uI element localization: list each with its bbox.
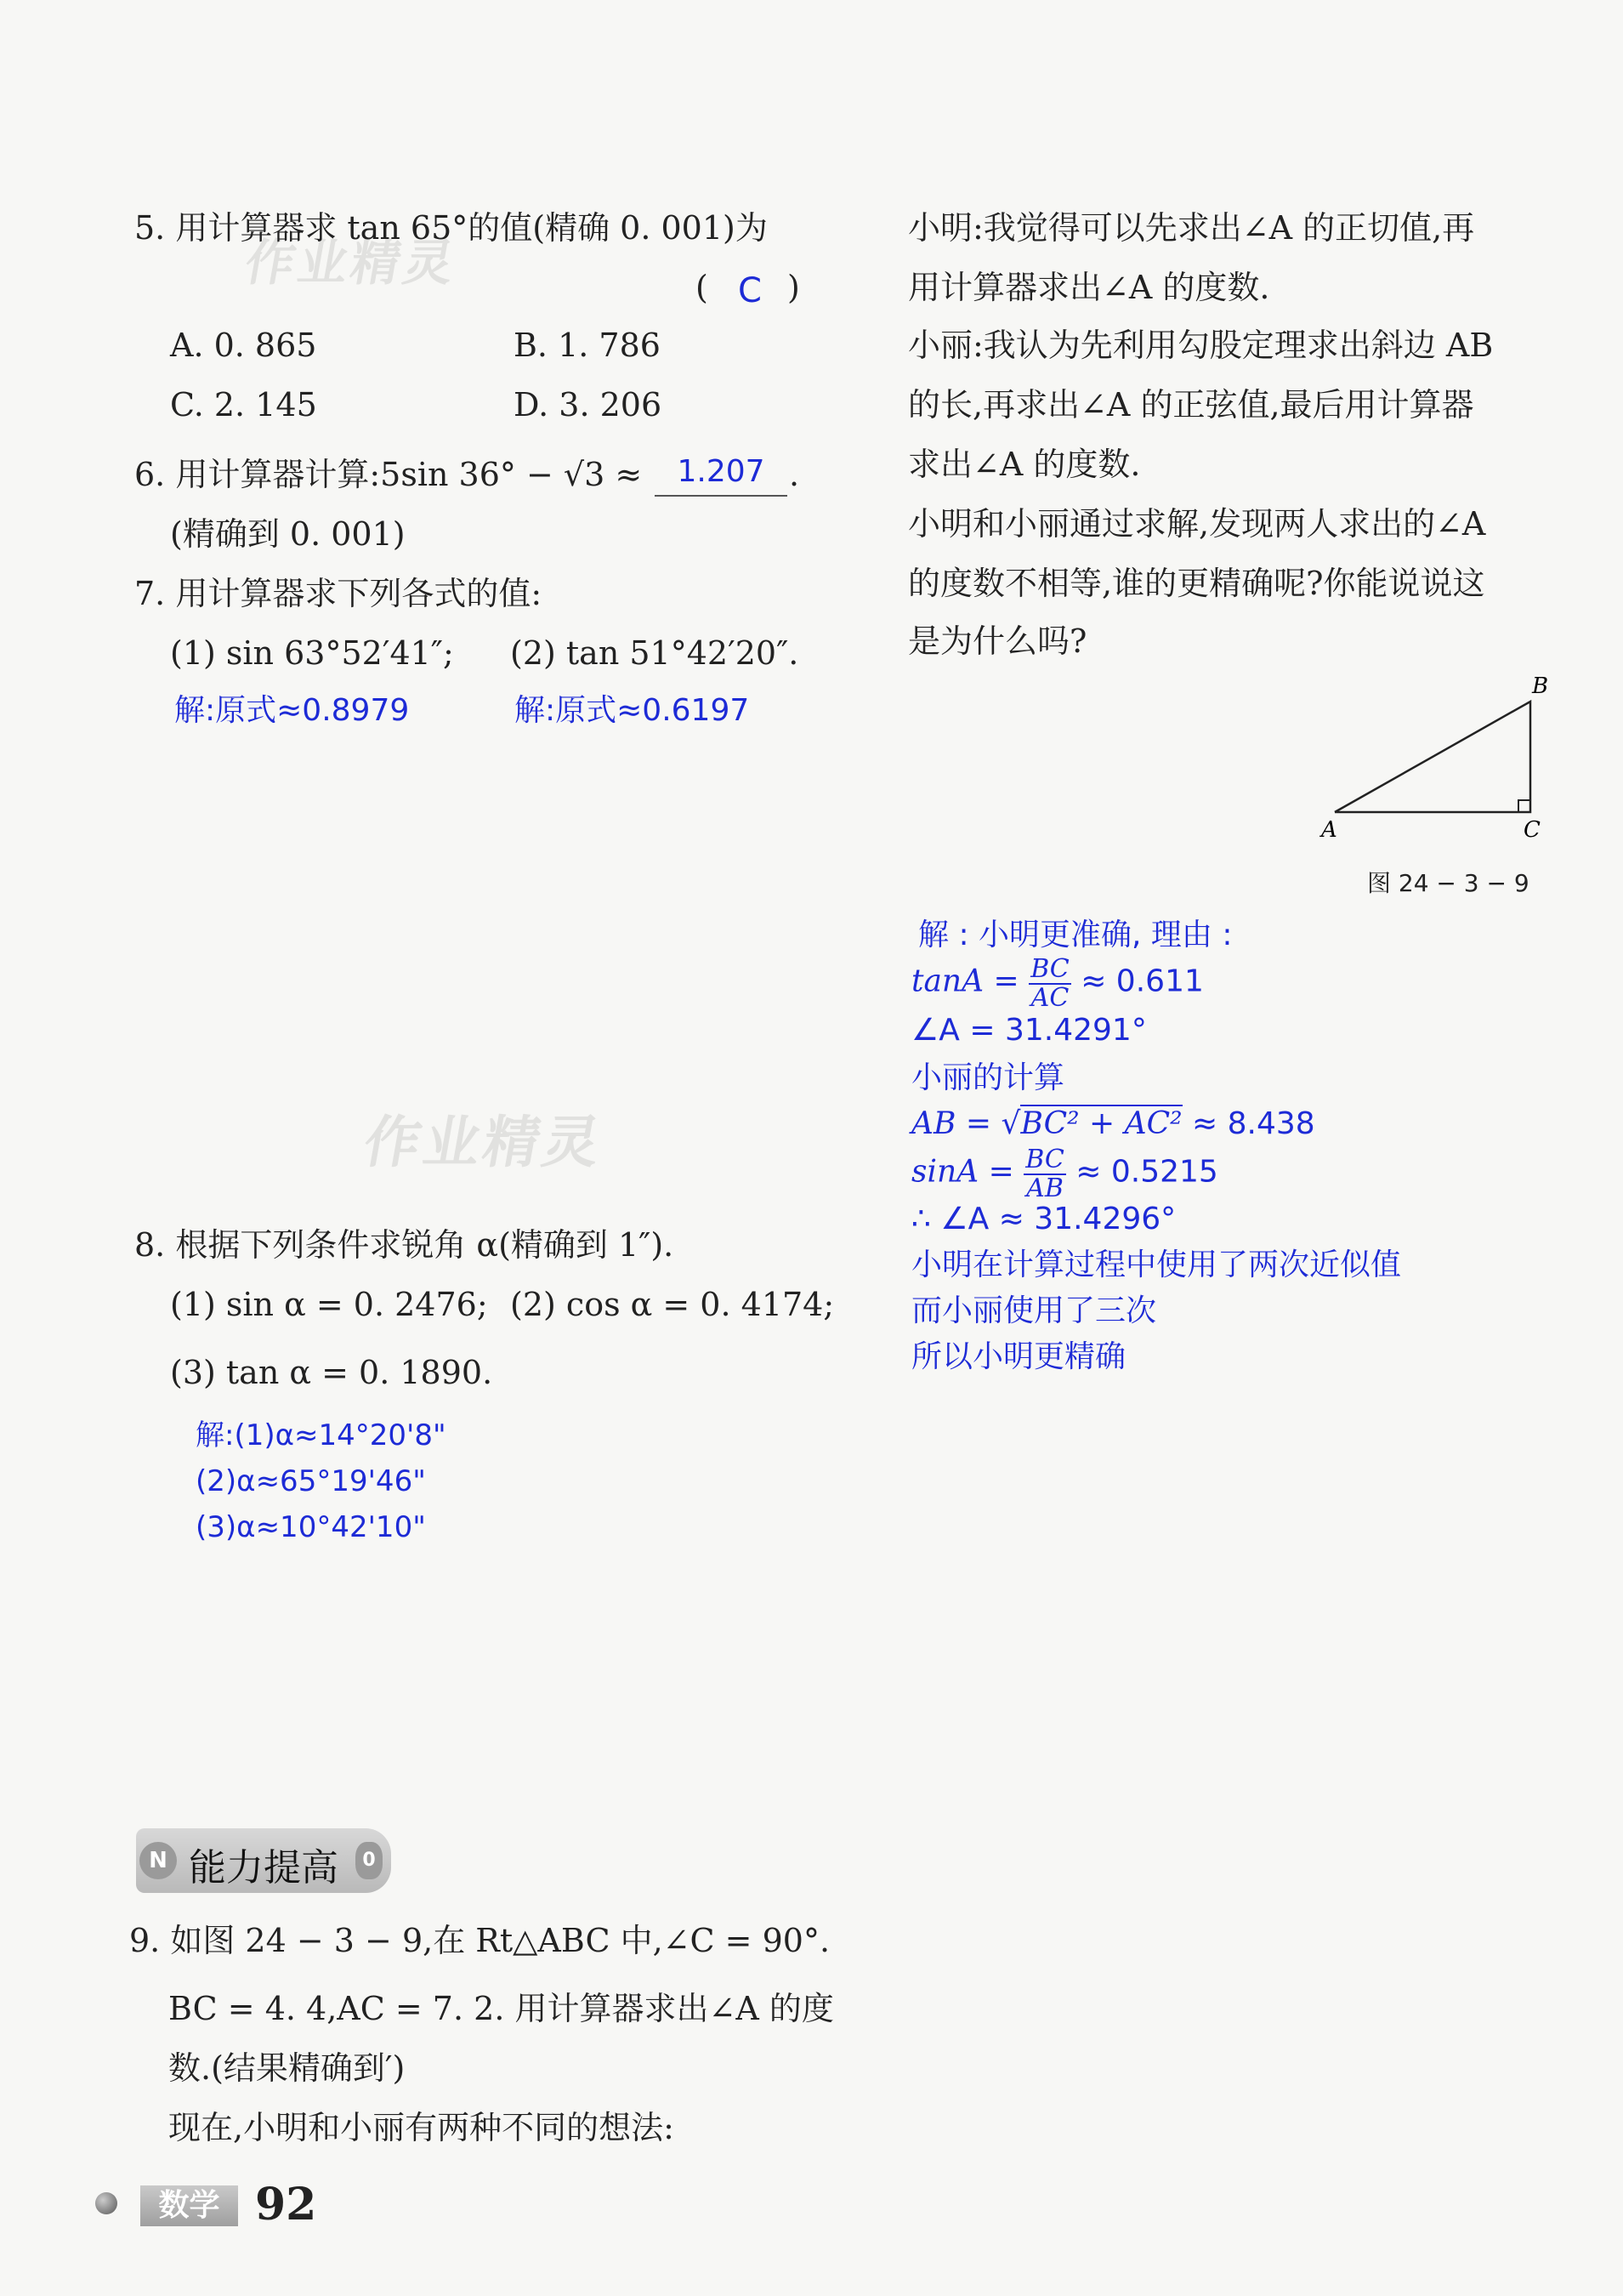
solution-sin-num: BC	[1025, 1145, 1064, 1174]
q5-option-b: B. 1. 786	[514, 327, 661, 364]
section-title: 能力提高	[189, 1846, 338, 1890]
solution-ab-lhs: AB =	[911, 1106, 992, 1141]
q8-answer1: 解:(1)α≈14°20'8"	[196, 1418, 446, 1452]
q6-end: .	[789, 456, 800, 493]
solution-sin-lhs: sinA =	[911, 1154, 1014, 1190]
q5-answer: C	[738, 271, 762, 310]
q8-part3: (3) tan α = 0. 1890.	[170, 1354, 493, 1391]
solution-sin-rhs: ≈ 0.5215	[1075, 1154, 1218, 1190]
solution-line-7: ∴ ∠A ≈ 31.4296°	[911, 1202, 1177, 1236]
right-line-4: 的长,再求出∠A 的正弦值,最后用计算器	[908, 386, 1474, 423]
solution-line-4: 小丽的计算	[911, 1060, 1065, 1095]
solution-tan-num: BC	[1030, 954, 1070, 984]
right-line-2: 用计算器求出∠A 的度数.	[908, 269, 1270, 306]
right-line-6: 小明和小丽通过求解,发现两人求出的∠A	[908, 505, 1486, 543]
label-b: B	[1532, 673, 1549, 699]
solution-ab-rhs: ≈ 8.438	[1192, 1106, 1315, 1141]
solution-line-9: 而小丽使用了三次	[911, 1293, 1157, 1328]
figure-caption: 图 24 − 3 − 9	[1367, 869, 1529, 897]
right-line-5: 求出∠A 的度数.	[908, 446, 1141, 483]
watermark-middle: 作业精灵	[359, 1110, 609, 1175]
solution-line-6	[911, 1146, 1218, 1202]
triangle-abc	[1335, 702, 1530, 812]
q5-option-a: A. 0. 865	[170, 327, 317, 364]
footer-dot-icon	[95, 2192, 117, 2214]
sqrt-icon: √	[1001, 1106, 1021, 1141]
q5-stem: 5. 用计算器求 tan 65°的值(精确 0. 001)为	[134, 209, 768, 247]
q6-answer-blank	[655, 454, 787, 497]
q5-option-c: C. 2. 145	[170, 386, 317, 423]
label-a: A	[1321, 817, 1337, 843]
q6-note: (精确到 0. 001)	[170, 515, 406, 553]
triangle-figure	[1309, 663, 1564, 850]
q6-answer: 1.207	[677, 454, 765, 489]
q8-part1: (1) sin α = 0. 2476;	[170, 1286, 488, 1323]
right-angle-mark	[1518, 800, 1530, 812]
solution-line-2	[911, 956, 1204, 1011]
solution-line-10: 所以小明更精确	[911, 1339, 1126, 1374]
solution-sin-den: AB	[1026, 1173, 1064, 1203]
footer-subject: 数学	[140, 2185, 238, 2226]
q8-stem: 8. 根据下列条件求锐角 α(精确到 1″).	[134, 1226, 674, 1264]
right-line-1: 小明:我觉得可以先求出∠A 的正切值,再	[908, 209, 1475, 247]
q7-part1: (1) sin 63°52′41″;	[170, 634, 454, 672]
page-number: 92	[255, 2179, 317, 2231]
q6-stem: 6. 用计算器计算:5sin 36° − √3 ≈	[134, 456, 643, 493]
q7-answer2: 解:原式≈0.6197	[514, 693, 750, 728]
section-end-icon: 0	[355, 1842, 383, 1879]
solution-line-5	[911, 1105, 1315, 1142]
q8-answer3: (3)α≈10°42'10"	[196, 1510, 426, 1544]
right-line-8: 是为什么吗?	[908, 622, 1087, 660]
q8-part2: (2) cos α = 0. 4174;	[510, 1286, 835, 1323]
q9-line2: BC = 4. 4,AC = 7. 2. 用计算器求出∠A 的度	[168, 1990, 834, 2027]
q9-line1: 9. 如图 24 − 3 − 9,在 Rt△ABC 中,∠C = 90°.	[129, 1922, 831, 1959]
solution-line-8: 小明在计算过程中使用了两次近似值	[911, 1247, 1402, 1282]
watermark-top: 作业精灵	[241, 234, 462, 292]
solution-sin-fraction	[1024, 1146, 1066, 1202]
right-line-3: 小丽:我认为先利用勾股定理求出斜边 AB	[908, 327, 1494, 364]
right-line-7: 的度数不相等,谁的更精确呢?你能说说这	[908, 565, 1485, 602]
q5-paren-right: )	[787, 269, 800, 306]
solution-line-1: 解 : 小明更准确, 理由 :	[918, 918, 1233, 952]
q5-option-d: D. 3. 206	[514, 386, 662, 423]
q7-answer1: 解:原式≈0.8979	[174, 693, 410, 728]
q5-paren-left: (	[695, 269, 708, 306]
solution-tan-den: AC	[1030, 982, 1070, 1013]
solution-ab-radicand: BC² + AC²	[1020, 1106, 1183, 1141]
q7-stem: 7. 用计算器求下列各式的值:	[134, 575, 542, 612]
section-n-icon: N	[139, 1842, 177, 1879]
solution-tan-lhs: tanA =	[911, 963, 1019, 999]
label-c: C	[1524, 817, 1541, 843]
q8-answer2: (2)α≈65°19'46"	[196, 1464, 426, 1498]
solution-tan-fraction	[1029, 956, 1071, 1011]
section-banner	[136, 1828, 391, 1893]
q7-part2: (2) tan 51°42′20″.	[510, 634, 799, 672]
q9-line3: 数.(结果精确到′)	[168, 2049, 406, 2087]
q9-line4: 现在,小明和小丽有两种不同的想法:	[168, 2109, 674, 2146]
solution-line-3: ∠A = 31.4291°	[911, 1013, 1147, 1048]
solution-tan-rhs: ≈ 0.611	[1081, 963, 1204, 999]
